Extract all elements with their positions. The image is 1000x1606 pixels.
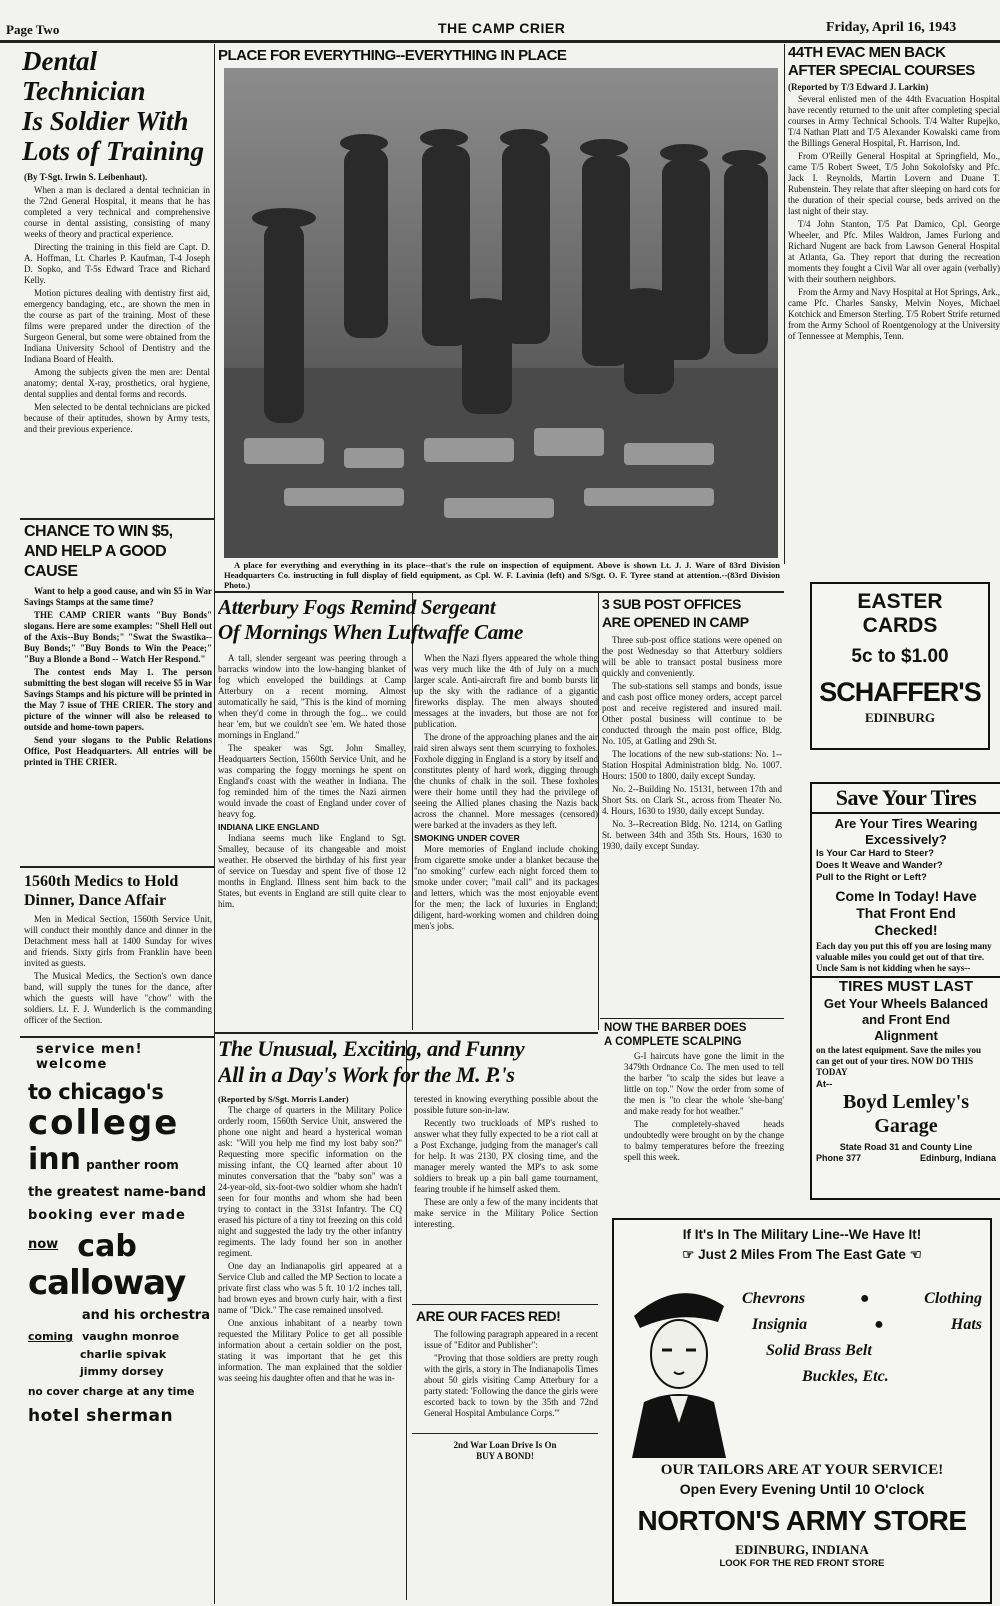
ad-line: CARDS xyxy=(862,614,938,637)
paper-name: THE CAMP CRIER xyxy=(438,20,566,36)
ad-line: TIRES MUST LAST xyxy=(812,976,1000,996)
headline-barber xyxy=(600,1019,784,1049)
photo-image xyxy=(224,68,778,558)
ad-line xyxy=(614,1246,990,1264)
headline-medics xyxy=(24,872,212,910)
ad-line: inn xyxy=(28,1142,81,1177)
headline-line: A COMPLETE SCALPING xyxy=(604,1036,742,1048)
ad-line: service men! xyxy=(36,1042,143,1057)
headline-line: NOW THE BARBER DOES xyxy=(604,1022,747,1034)
paragraph: Send your slogans to the Public Relations Office, Post Headquarters. All entries will be printed in THE CRIER. xyxy=(24,735,212,767)
paragraph: The contest ends May 1. The person submitting the best slogan will receive $5 in War Savings Stamps and his picture will be printed in the May 7 issue of THE CRIER. The story and picture of the winner will also be released to outside and home-town papers. xyxy=(24,667,212,732)
item: Buckles, Etc. xyxy=(802,1368,889,1385)
pointing-hand-icon: ☜ xyxy=(905,1247,922,1262)
ad-line: At-- xyxy=(816,1079,833,1090)
ad-line: Boyd Lemley's xyxy=(842,1091,970,1113)
paragraph: Indiana seems much like England to Sgt. Smalley, because of its changeable and moist weather. He observed the birthday of his first year of service on Tuesday and spent five of those 12 months in England. Illness sent him back to the States, but events in England are still quite clear to him. xyxy=(218,833,406,909)
item: Clothing xyxy=(924,1290,982,1307)
headline-line: Dental Technician xyxy=(22,46,146,106)
headline-evac xyxy=(788,44,1000,80)
column-rule xyxy=(598,591,599,1030)
war-loan-footer xyxy=(412,1433,598,1462)
article-body-col2 xyxy=(414,653,598,1031)
paragraph: terested in knowing everything possible about the possible future son-in-law. xyxy=(414,1094,598,1115)
ad-line: Garage xyxy=(874,1115,938,1137)
ad-line: If It's In The Military Line--We Have It! xyxy=(682,1227,922,1242)
ad-line: to chicago's xyxy=(28,1080,164,1104)
footer-line: 2nd War Loan Drive Is On xyxy=(453,1440,557,1450)
headline-postoffice xyxy=(602,595,782,631)
ad-line: calloway xyxy=(28,1263,186,1303)
ad-line: Open Every Evening Until 10 O'clock xyxy=(679,1481,925,1497)
article-chance xyxy=(24,522,212,862)
item: Solid Brass Belt xyxy=(766,1342,872,1359)
ad-body: Each day you put this off you are losing many valuable miles you could get out of that tire. Uncle Sam is not kidding when he says-- xyxy=(816,941,992,973)
headline-line: The Unusual, Exciting, and Funny xyxy=(218,1036,525,1061)
headline-line: ARE OPENED IN CAMP xyxy=(602,614,749,630)
paragraph: No. 3--Recreation Bldg. No. 1214, on Gatling St. between 34th and 35th Sts. Hours, 1630 to 1930, daily except Sunday. xyxy=(602,819,782,851)
headline-line: AND HELP A GOOD CAUSE xyxy=(24,543,167,580)
ad-line: cab xyxy=(77,1229,137,1264)
pointing-hand-icon: ☞ xyxy=(682,1247,699,1262)
ad-line: panther room xyxy=(86,1158,179,1172)
ad-line: hotel sherman xyxy=(28,1406,174,1426)
headline-chance xyxy=(24,522,212,582)
section-rule xyxy=(20,866,214,868)
paragraph: From the Army and Navy Hospital at Hot Springs, Ark., came Pfc. Charles Sansky, Melvin Noyes, Michael Kotchick and Emerson Sterling. T/5 Robert Strife returned from the Army School of Roentgenology at the University of Tennessee at Memphis, Tenn. xyxy=(788,287,1000,341)
paragraph: The locations of the new sub-stations: No. 1--Station Hospital Administration bldg. No. 1007. Hours: 1500 to 1800, daily except Sunday. xyxy=(602,749,782,781)
ad-line: Are Your Tires Wearing xyxy=(812,812,1000,832)
masthead xyxy=(0,0,1000,44)
ad-line: now xyxy=(28,1237,59,1252)
paragraph: Several enlisted men of the 44th Evacuation Hospital have recently returned to the unit after completing special courses in Army Technical Schools. T/4 Walter Rupejko, T/4 Nathan Platt and T/5 Alexander Kowalski came from the Billings General Hospital, Ft. Harrison, Ind. xyxy=(788,94,1000,148)
items-row xyxy=(742,1312,982,1338)
ad-tires xyxy=(810,782,1000,1200)
ad-line: That Front End xyxy=(856,905,956,921)
ad-line: Come In Today! Have xyxy=(835,888,977,904)
section-rule xyxy=(214,1032,598,1034)
section-rule xyxy=(20,1036,214,1038)
paragraph: The charge of quarters in the Military Police orderly room, 1560th Service Unit, answered the phone one night and heard a hysterical woman ask: "Will you help me find my lost baby son?" Requesting more specific information on the missing infant, the CQ learned after about 10 minutes conversation that the "baby son" was a 24-year-old, six-foot-two soldier whom she hadn't seen for four months and whom she had been trying to contact in the 331st Infantry. The CQ erased his picture of a tiny tot freezing on this cold night and suggested the lady try the other infantry regiments. The lady found her son in another regiment. xyxy=(218,1105,402,1258)
byline-mps: (Reported by S/Sgt. Morris Lander) xyxy=(218,1094,349,1104)
masthead-rule xyxy=(0,40,1000,43)
paragraph: When a man is declared a dental technician in the 72nd General Hospital, it means that he has completed a very technical and comprehensive course in dental assisting, consisting of many weeks of theory and practical experience. xyxy=(24,185,210,239)
headline-line: Dinner, Dance Affair xyxy=(24,892,167,909)
photo-feature xyxy=(216,46,784,591)
ad-footer xyxy=(614,1460,990,1570)
headline-line: CHANCE TO WIN $5, xyxy=(24,523,173,540)
headline-line: Is Soldier With xyxy=(22,106,189,136)
headline-line: Of Mornings When Luftwaffe Came xyxy=(218,620,523,644)
article-fogs xyxy=(218,595,598,1032)
article-body-col2 xyxy=(414,1094,598,1280)
subhead: SMOKING UNDER COVER xyxy=(414,833,520,843)
ad-line: Is Your Car Hard to Steer? xyxy=(816,848,934,859)
ad-line: booking ever made xyxy=(28,1208,186,1223)
paragraph: Want to help a good cause, and win $5 in War Savings Stamps at the same time? xyxy=(24,586,212,607)
soldiers-photo xyxy=(224,68,778,558)
article-body-col1 xyxy=(218,653,406,1031)
paragraph: THE CAMP CRIER wants "Buy Bonds" slogans. Here are some examples: "Shell Hell out of the Axis--Buy Bonds;" "Swat the Swastika--Buy Bonds;" "Buy Bonds to Win the Peace;" "Buy a Blonde a Bond -- Watch Her Respond." xyxy=(24,610,212,664)
bullet-icon: ● xyxy=(874,1316,884,1333)
ad-line-group xyxy=(28,1142,214,1177)
paragraph: Men selected to be dental technicians are picked because of their aptitudes, shown by Army tests, and their previous experience. xyxy=(24,402,210,434)
ad-line: LOOK FOR THE RED FRONT STORE xyxy=(719,1558,885,1569)
paragraph: No. 2--Building No. 15131, between 17th and Short Sts. on Clark St., across from Theater No. 4. Hours, 1630 to 1930, daily except Sunday. xyxy=(602,784,782,816)
ad-line: and his orchestra xyxy=(81,1308,210,1323)
headline-line: AFTER SPECIAL COURSES xyxy=(788,62,975,79)
page-number: Page Two xyxy=(6,22,60,37)
ad-line: OUR TAILORS ARE AT YOUR SERVICE! xyxy=(660,1462,944,1478)
ad-line: charlie spivak xyxy=(80,1348,167,1361)
ad-line: no cover charge at any time xyxy=(28,1386,195,1398)
ad-college-inn xyxy=(28,1042,214,1602)
article-body xyxy=(602,635,782,852)
paragraph: When the Nazi flyers appeared the whole thing was very much like the 4th of July on a much larger scale. Anti-aircraft fire and bomb bursts lit up the sky with the radiance of a gigantic fireworks display. The men always shouted messages at the invaders, but those are not for publication. xyxy=(414,653,598,729)
ad-line-group xyxy=(812,1153,1000,1164)
items-row xyxy=(742,1286,982,1312)
paragraph: More memories of England include choking from cigarette smoke under a blanket because the "no smoking" curfew each night forced them to smoke under cover; "mail call" and its packages and letters, which was the most enjoyable event for the men; the lack of luxuries in England; diligent, hard-working women and children doing men's jobs. xyxy=(414,844,598,931)
headline-line: 1560th Medics to Hold xyxy=(24,873,179,890)
ad-line: jimmy dorsey xyxy=(80,1365,164,1378)
ad-line: NORTON'S ARMY STORE xyxy=(637,1505,967,1536)
headline-fogs xyxy=(218,595,598,645)
article-body-col1 xyxy=(218,1094,402,1602)
headline-faces: ARE OUR FACES RED! xyxy=(416,1308,561,1324)
paragraph: "Proving that those soldiers are pretty rough with the girls, a story in The Indianapolis Times about 50 girls visiting Camp Atterbury for a party stated: 'Following the dance the girls were escorted back to town by the 35th and 72nd General Hospital Ambulance Corps.'" xyxy=(424,1353,598,1418)
subhead: INDIANA LIKE ENGLAND xyxy=(218,822,320,832)
ad-line: the greatest name-band xyxy=(28,1185,207,1200)
paragraph: The completely-shaved heads undoubtedly were brought on by the change to balmy temperatures before the freezing spell this week. xyxy=(624,1119,784,1162)
paragraph: The following paragraph appeared in a recent issue of "Editor and Publisher": xyxy=(424,1329,598,1350)
paragraph: One day an Indianapolis girl appeared at a Service Club and called the MP Section to locate a private first class who was 5 ft. 10 1/2 inches tall, had brown eyes and brown curly hair, with a first name of "Dick." The case remained unsolved. xyxy=(218,1261,402,1315)
paragraph: Directing the training in this field are Capt. D. A. Hoffman, Lt. Charles P. Kaufman, T-4 Joseph D. Sopko, and T-5s Edward Trace and Richard Kelly. xyxy=(24,242,210,285)
article-body xyxy=(24,586,212,768)
ad-line: Checked! xyxy=(874,922,938,938)
ad-line: SCHAFFER'S xyxy=(819,677,981,707)
ad-line: State Road 31 and County Line xyxy=(839,1142,973,1152)
ad-line: welcome xyxy=(36,1057,108,1072)
paragraph: Among the subjects given the men are: Dental anatomy; dental X-ray, prosthetics, oral hygiene, dental supplies and dental forms and records. xyxy=(24,367,210,399)
ad-line: Pull to the Right or Left? xyxy=(816,872,927,883)
section-rule xyxy=(20,518,214,520)
article-evac xyxy=(788,44,1000,564)
officer-illustration xyxy=(624,1276,734,1458)
article-body xyxy=(24,914,212,1026)
article-body xyxy=(600,1051,784,1163)
ad-line: Save Your Tires xyxy=(835,785,977,810)
ad-line-group xyxy=(28,1229,214,1264)
headline-line: All in a Day's Work for the M. P.'s xyxy=(218,1062,515,1087)
items-list xyxy=(742,1286,982,1390)
paragraph: One anxious inhabitant of a nearby town requested the Military Police to get all possible information about a certain soldier on the post, stating it was important that he get this information. The man explained that the soldier was seeing his daughter often and that he was in- xyxy=(218,1318,402,1383)
article-body xyxy=(788,94,1000,342)
ad-line-group xyxy=(28,1325,214,1344)
ad-line: college xyxy=(28,1103,180,1143)
paragraph: Three sub-post office stations were opened on the post Wednesday so that Atterbury soldiers will be able to transact postal business more quickly and conveniently. xyxy=(602,635,782,678)
paragraph: T/4 John Stanton, T/5 Pat Damico, Cpl. George Wheeler, and Pfc. Miles Waldron, James Furlong and Richard Nugent are back from Lawson General Hospital at Atlanta, Ga. They report that during the recreation moments they fought a Civil War all over again (verbally) with their southern neighbors. xyxy=(788,219,1000,284)
article-dental xyxy=(4,46,210,514)
section-rule xyxy=(214,591,784,593)
ad-line: Edinburg, Indiana xyxy=(920,1153,996,1163)
headline-line: 3 SUB POST OFFICES xyxy=(602,596,741,612)
headline-line: Atterbury Fogs Remind Sergeant xyxy=(218,595,496,619)
article-barber xyxy=(600,1018,784,1220)
paragraph: Men in Medical Section, 1560th Service Unit, will conduct their monthly dance and dinner in the Detachment mess hall at 1400 Sunday for wives and friends. Sixty girls from Franklin have been invited as guests. xyxy=(24,914,212,968)
paragraph: G-I haircuts have gone the limit in the 3479th Ordnance Co. The men used to tell the barber "to scalp the sides but leave a little on top." Now the order from some of the men is "to clear the whole 'she-bang' and make ready for hot weather." xyxy=(624,1051,784,1116)
photo-caption: A place for everything and everything in its place--that's the rule on inspection of equipment. Above is shown Lt. J. J. Ware of 83rd Division Headquarters Co. instructing in full display of field equipment, as Cpl. W. F. Lavinia (left) and S/Sgt. O. F. Tyree stand at attention.--(83rd Division Photo.) xyxy=(224,560,780,590)
ad-line: Phone 377 xyxy=(816,1153,862,1163)
paragraph: Motion pictures dealing with dentistry first aid, emergency bandaging, etc., are shown the men in the course as part of the training. Most of these films were prepared under the direction of the Surgeon General, but some were obtained from the Indiana University School of Dentistry and the Indiana Board of Health. xyxy=(24,288,210,364)
ad-body: on the latest equipment. Save the miles you can get out of your tires. NOW DO THIS TODAY xyxy=(816,1045,981,1077)
byline-dental: (By T-Sgt. Irwin S. Leibenhaut). xyxy=(24,172,148,182)
item: Hats xyxy=(950,1316,982,1333)
headline-line: 44TH EVAC MEN BACK xyxy=(788,44,946,61)
item: Insignia xyxy=(752,1316,808,1333)
paragraph: The Musical Medics, the Section's own dance band, will supply the tunes for the dance, after which the guests will have "chow" with the soldiers. Lt. F. J. Wunderlich is the commanding officer of the Section. xyxy=(24,971,212,1025)
bullet-icon: ● xyxy=(859,1290,870,1307)
paragraph: A tall, slender sergeant was peering through a barracks window into the low-hanging blanket of fog which enveloped the buildings at Camp Atterbury on a recent morning. Almost automatically he said, "This is the kind of morning when they'd come in through the fog... we could hear 'em, but we couldn't see 'em. We hated those mornings in England." xyxy=(218,653,406,740)
paragraph: These are only a few of the many incidents that make service in the Military Police Section interesting. xyxy=(414,1197,598,1229)
ad-line: 5c to $1.00 xyxy=(851,646,949,667)
soldier-portrait xyxy=(624,1276,734,1458)
footer-line: BUY A BOND! xyxy=(476,1451,534,1461)
article-faces-red xyxy=(412,1304,598,1604)
ad-line: coming xyxy=(28,1330,74,1343)
paragraph: The sub-stations sell stamps and bonds, issue and cash post office money orders, accept parcel post and receive registered and insured mail. Other postal business will continue to be conducted through the main post office, Bldg. No. 105, at Gatling and 29th St. xyxy=(602,681,782,746)
ad-line: EDINBURG, INDIANA xyxy=(735,1542,869,1557)
issue-date: Friday, April 16, 1943 xyxy=(826,20,957,35)
gate-text: Just 2 Miles From The East Gate xyxy=(698,1247,906,1262)
headline-line: Lots of Training xyxy=(22,136,205,166)
paragraph: From O'Reilly General Hospital at Springfield, Mo., came T/5 Robert Sweet, T/5 John Sokolofsky and Pfc. Jack I. Reynolds, Martin Lovern and Duane T. Rubenstein. They relate that after sleeping on hard cots for the duration of their special course, beds arrived on the last night of their stay. xyxy=(788,151,1000,216)
article-postoffice xyxy=(602,595,782,993)
ad-line: Get Your Wheels Balanced and Front End xyxy=(823,996,989,1027)
ad-line: EDINBURG xyxy=(864,710,936,725)
ad-nortons xyxy=(612,1218,992,1604)
paragraph: Recently two truckloads of MP's rushed to answer what they fully expected to be a riot call at a Post Exchange, judging from the manager's call for help. It was 2130, PX closing time, and the manager merely wanted the MP's to ask some soldiers to break up a pin ball game tournament, fearing trouble if he himself asked them. xyxy=(414,1118,598,1194)
headline-dental xyxy=(4,46,210,166)
ad-line: EASTER xyxy=(857,590,943,613)
column-rule xyxy=(784,44,785,564)
paragraph: The speaker was Sgt. John Smalley, Headquarters Section, 1560th Service Unit, and he was comparing the foggy mornings he spent on England's coast with the weather in Indiana. The fog reminded him of the times the Nazi airmen would invade the coast of England under cover of heavy fog. xyxy=(218,743,406,819)
paragraph: The drone of the approaching planes and the air raid siren always sent them scurrying to foxholes. Foxhole digging in England is a story by itself and constitutes plenty of hard work, digging through the chunks of chalk in the soil. These foxholes were their home until they had the privilege of seeing the Allied planes chasing the Nazis back across the channel. More messages (censored) were barked at the invaders as they left. xyxy=(414,732,598,830)
item: Chevrons xyxy=(742,1290,806,1307)
article-body xyxy=(4,185,210,435)
ad-line: Alignment xyxy=(874,1028,938,1043)
ad-line: vaughn monroe xyxy=(82,1330,180,1343)
ad-line: Does It Weave and Wander? xyxy=(816,860,943,871)
article-body xyxy=(412,1329,598,1419)
article-medics xyxy=(24,872,212,1034)
photo-banner: PLACE FOR EVERYTHING--EVERYTHING IN PLACE xyxy=(218,47,567,64)
headline-mps xyxy=(218,1036,598,1088)
byline-evac: (Reported by T/3 Edward J. Larkin) xyxy=(788,82,929,92)
column-rule xyxy=(214,44,215,1604)
ad-line: Excessively? xyxy=(865,832,947,847)
ad-easter-cards xyxy=(810,582,990,750)
